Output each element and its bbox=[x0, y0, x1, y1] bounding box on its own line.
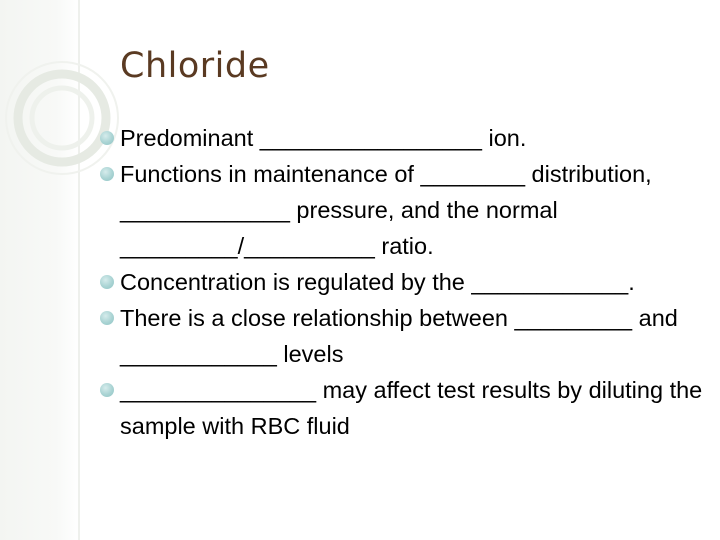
bullet-text: Predominant _________________ ion. bbox=[120, 125, 527, 151]
bullet-dot-icon bbox=[100, 131, 114, 145]
bullet-dot-icon bbox=[100, 311, 114, 325]
bullet-list bbox=[100, 120, 710, 444]
bullet-dot-icon bbox=[100, 383, 114, 397]
bullet-item bbox=[100, 156, 710, 264]
bullet-item bbox=[100, 264, 710, 300]
bullet-item bbox=[100, 372, 710, 444]
bullet-dot-icon bbox=[100, 275, 114, 289]
bullet-item bbox=[100, 300, 710, 372]
bullet-text: Functions in maintenance of ________ distribution, _____________ pressure, and the normal _________/__________ ratio. bbox=[120, 161, 652, 259]
bullet-text: There is a close relationship between _________ and ____________ levels bbox=[120, 305, 678, 367]
slide-title: Chloride bbox=[120, 46, 270, 86]
bullet-dot-icon bbox=[100, 167, 114, 181]
bullet-item bbox=[100, 120, 710, 156]
bullet-text: _______________ may affect test results by diluting the sample with RBC fluid bbox=[120, 377, 703, 439]
bullet-text: Concentration is regulated by the ____________. bbox=[120, 269, 635, 295]
